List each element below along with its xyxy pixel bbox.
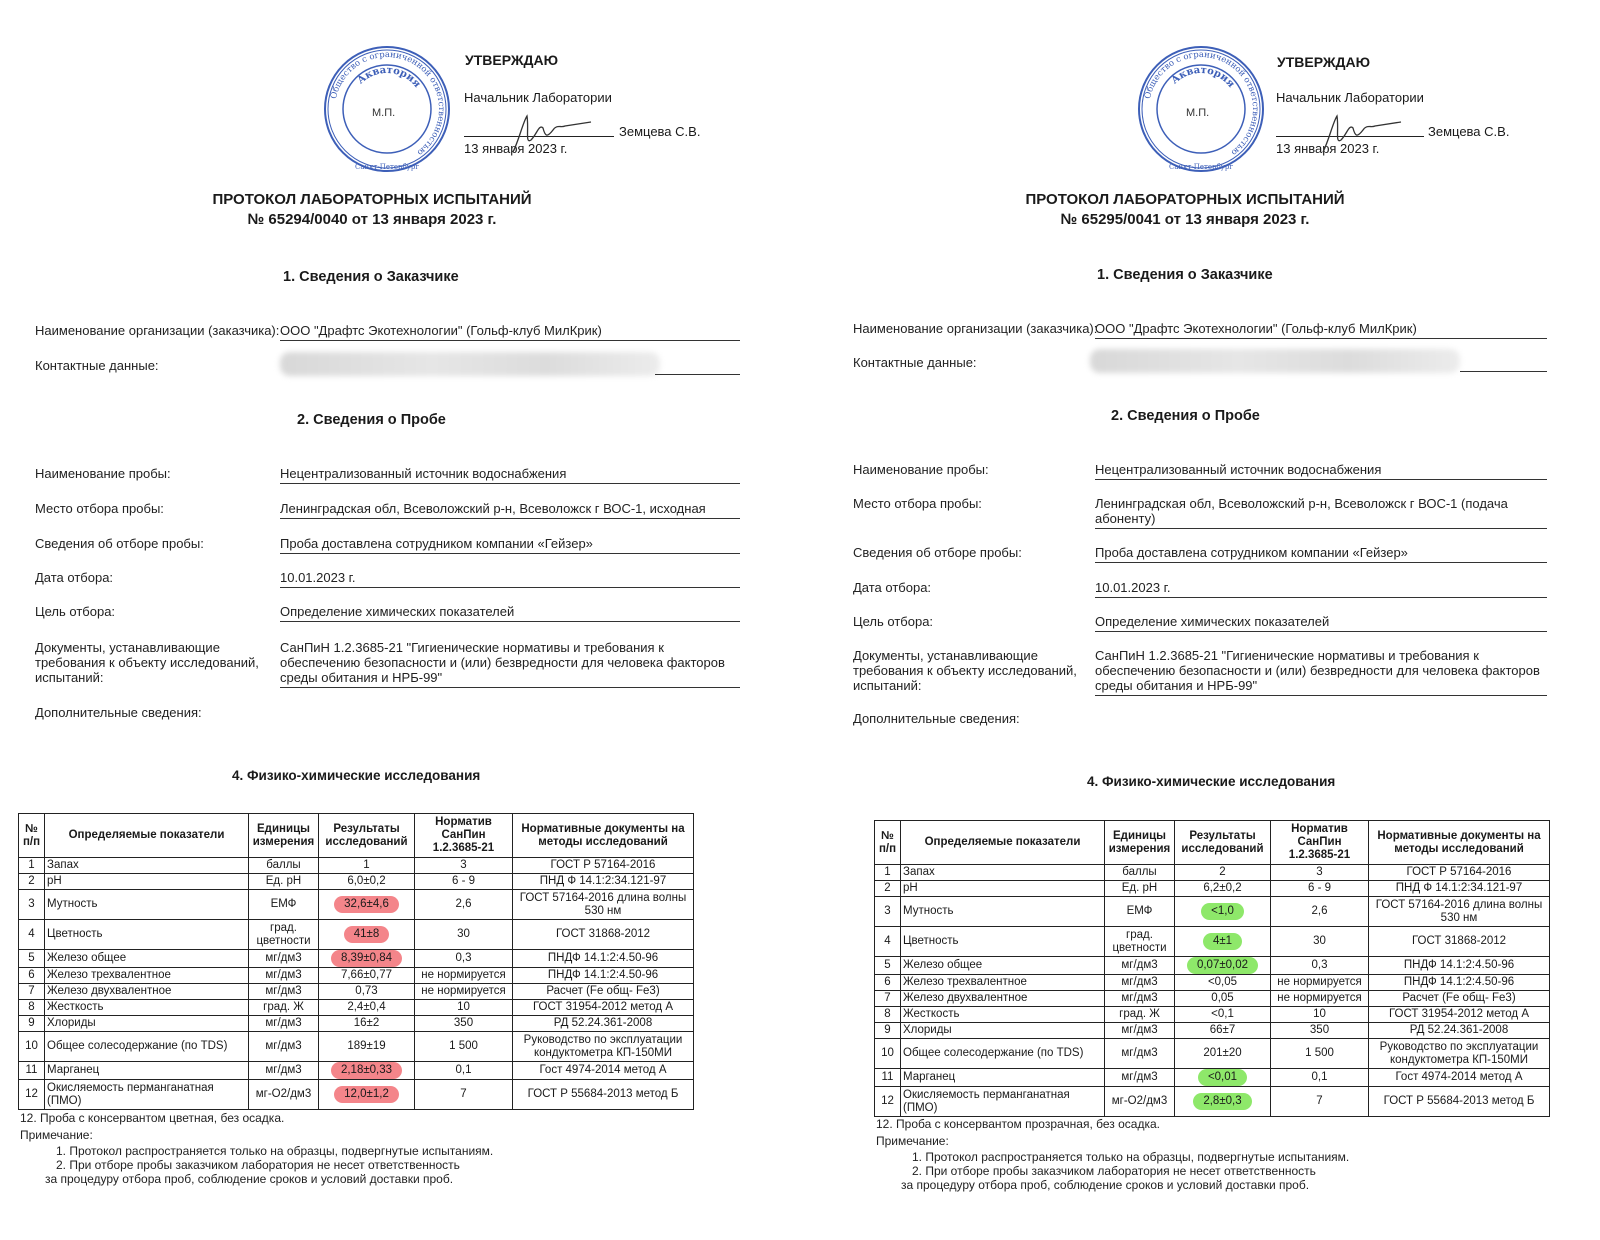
cell-norm: 350	[415, 1016, 513, 1032]
cell-unit: баллы	[249, 858, 319, 874]
cell-norm: 6 - 9	[1271, 881, 1369, 897]
table-row	[875, 975, 1550, 991]
cell-unit: ЕМФ	[249, 890, 319, 920]
cell-result	[1175, 957, 1271, 975]
handwritten-signature	[505, 110, 595, 158]
cell-unit: мг/дм3	[249, 950, 319, 968]
cell-indicator: Железо общее	[45, 950, 249, 968]
cell-number: 6	[875, 975, 901, 991]
cell-indicator: Жесткость	[45, 1000, 249, 1016]
result-highlight-ok: <0,01	[1198, 1069, 1247, 1086]
sample-name-label: Наименование пробы:	[853, 462, 989, 477]
cell-norm: 3	[1271, 865, 1369, 881]
cell-norm: 3	[415, 858, 513, 874]
cell-method-doc: Гост 4974-2014 метод А	[513, 1062, 694, 1080]
cell-result: <0,1	[1175, 1007, 1271, 1023]
stamp-seal	[322, 44, 452, 174]
table-row	[19, 874, 694, 890]
cell-method-doc: ПНДФ 14.1:2:4.50-96	[1369, 975, 1550, 991]
svg-text:Акватория: Акватория	[355, 64, 423, 90]
cell-indicator: Запах	[45, 858, 249, 874]
cell-number: 3	[19, 890, 45, 920]
table-row	[875, 1007, 1550, 1023]
cell-indicator: Мутность	[45, 890, 249, 920]
cell-indicator: Хлориды	[45, 1016, 249, 1032]
note-item-2: 2. При отборе пробы заказчиком лаборатория не несет ответственность	[56, 1158, 460, 1172]
sampling-purpose-label: Цель отбора:	[853, 614, 934, 629]
cell-number: 8	[875, 1007, 901, 1023]
cell-indicator: Общее солесодержание (по TDS)	[901, 1039, 1105, 1069]
cell-number: 8	[19, 1000, 45, 1016]
cell-norm: 0,3	[415, 950, 513, 968]
cell-norm: 0,1	[1271, 1069, 1369, 1087]
cell-norm: 7	[1271, 1087, 1369, 1117]
cell-indicator: Железо двухвалентное	[901, 991, 1105, 1007]
table-row	[19, 1062, 694, 1080]
cell-indicator: Марганец	[45, 1062, 249, 1080]
cell-result: 2	[1175, 865, 1271, 881]
sampling-date-label: Дата отбора:	[35, 570, 114, 585]
requirements-docs-label: Документы, устанавливающие требования к объекту исследований, испытаний:	[853, 648, 1077, 693]
table-row	[19, 950, 694, 968]
cell-number: 9	[19, 1016, 45, 1032]
approve-title: УТВЕРЖДАЮ	[1277, 54, 1371, 70]
protocol-number: № 65295/0041 от 13 января 2023 г.	[1060, 211, 1310, 228]
cell-method-doc: Расчет (Fe общ- Fe3)	[1369, 991, 1550, 1007]
cell-result: 201±20	[1175, 1039, 1271, 1069]
table-row	[875, 927, 1550, 957]
cell-norm: не нормируется	[1271, 975, 1369, 991]
org-value: ООО "Драфтс Экотехнологии" (Гольф-клуб МилКрик)	[1095, 321, 1547, 339]
additional-info-label: Дополнительные сведения:	[853, 711, 1020, 726]
col-header-indicator: Определяемые показатели	[901, 821, 1105, 865]
cell-norm: 2,6	[415, 890, 513, 920]
note-item-2-cont: за процедуру отбора проб, соблюдение сроков и условий доставки проб.	[901, 1178, 1310, 1192]
protocol-document-right	[800, 0, 1600, 1240]
cell-unit: мг/дм3	[1105, 1039, 1175, 1069]
svg-text:Общество с ограниченной ответс: Общество с ограниченной ответственностью	[329, 49, 447, 158]
cell-result: 6,0±0,2	[319, 874, 415, 890]
table-row	[19, 984, 694, 1000]
result-highlight-ok: 2,8±0,3	[1193, 1093, 1251, 1110]
cell-method-doc: ГОСТ 31868-2012	[513, 920, 694, 950]
cell-method-doc: Руководство по эксплуатации кондуктометра КП-150МИ	[513, 1032, 694, 1062]
section-physchem-title: 4. Физико-химические исследования	[1087, 774, 1336, 789]
col-header-result: Результаты исследований	[319, 814, 415, 858]
cell-result	[319, 950, 415, 968]
cell-result: 16±2	[319, 1016, 415, 1032]
cell-unit: град. Ж	[1105, 1007, 1175, 1023]
cell-number: 7	[19, 984, 45, 1000]
cell-norm: не нормируется	[415, 984, 513, 1000]
sampling-purpose-value: Определение химических показателей	[280, 604, 740, 622]
cell-result: 0,73	[319, 984, 415, 1000]
cell-indicator: pH	[901, 881, 1105, 897]
cell-method-doc: РД 52.24.361-2008	[513, 1016, 694, 1032]
table-row	[19, 1080, 694, 1110]
cell-unit: Ед. pH	[1105, 881, 1175, 897]
cell-method-doc: ГОСТ 31954-2012 метод А	[513, 1000, 694, 1016]
cell-number: 7	[875, 991, 901, 1007]
cell-result	[319, 1080, 415, 1110]
svg-text:Санкт-Петербург: Санкт-Петербург	[354, 163, 420, 171]
approve-date: 13 января 2023 г.	[464, 141, 568, 156]
cell-method-doc: Гост 4974-2014 метод А	[1369, 1069, 1550, 1087]
cell-indicator: Железо трехвалентное	[45, 968, 249, 984]
cell-result: 6,2±0,2	[1175, 881, 1271, 897]
cell-indicator: Цветность	[45, 920, 249, 950]
cell-method-doc: ПНДФ 14.1:2:4.50-96	[1369, 957, 1550, 975]
table-row	[19, 858, 694, 874]
sampling-info-label: Сведения об отборе пробы:	[35, 536, 204, 551]
cell-number: 1	[19, 858, 45, 874]
cell-indicator: Мутность	[901, 897, 1105, 927]
cell-norm: 10	[415, 1000, 513, 1016]
cell-unit: мг/дм3	[249, 984, 319, 1000]
sample-note: 12. Проба с консервантом цветная, без осадка.	[20, 1111, 285, 1125]
result-highlight-exceeded: 32,6±4,6	[334, 896, 399, 913]
contact-underline	[1460, 371, 1547, 372]
result-highlight-ok: <1,0	[1201, 903, 1244, 920]
sampling-info-label: Сведения об отборе пробы:	[853, 545, 1022, 560]
sampling-date-value: 10.01.2023 г.	[280, 570, 740, 588]
requirements-docs-value: СанПиН 1.2.3685-21 "Гигиенические нормативы и требования к обеспечению безопасности и (или) безвредности для человека факторов среды обитания и НРБ-99"	[1095, 648, 1547, 696]
result-highlight-ok: 0,07±0,02	[1187, 957, 1258, 974]
cell-method-doc: ГОСТ 31954-2012 метод А	[1369, 1007, 1550, 1023]
cell-method-doc: ГОСТ 31868-2012	[1369, 927, 1550, 957]
section-sample-title: 2. Сведения о Пробе	[1111, 408, 1260, 424]
stamp-seal	[1136, 44, 1266, 174]
cell-result	[1175, 897, 1271, 927]
contact-underline	[655, 374, 740, 375]
cell-method-doc: ПНДФ 14.1:2:4.50-96	[513, 950, 694, 968]
cell-number: 10	[875, 1039, 901, 1069]
result-highlight-ok: 4±1	[1203, 933, 1242, 950]
col-header-method-doc: Нормативные документы на методы исследований	[1369, 821, 1550, 865]
table-row	[19, 1000, 694, 1016]
sample-name-value: Нецентрализованный источник водоснабжения	[1095, 462, 1547, 480]
section-customer-title: 1. Сведения о Заказчике	[283, 269, 459, 285]
sample-place-value: Ленинградская обл, Всеволожский р-н, Всеволожск г ВОС-1, исходная	[280, 501, 740, 519]
table-row	[875, 1069, 1550, 1087]
cell-method-doc: ПНД Ф 14.1:2:34.121-97	[1369, 881, 1550, 897]
table-row	[875, 957, 1550, 975]
result-highlight-exceeded: 2,18±0,33	[331, 1062, 402, 1079]
contact-value-redacted	[280, 352, 660, 376]
cell-unit: мг/дм3	[249, 1016, 319, 1032]
cell-number: 3	[875, 897, 901, 927]
protocol-title-line1: ПРОТОКОЛ ЛАБОРАТОРНЫХ ИСПЫТАНИЙ	[212, 191, 532, 208]
cell-number: 6	[19, 968, 45, 984]
cell-number: 10	[19, 1032, 45, 1062]
cell-number: 4	[19, 920, 45, 950]
cell-indicator: Запах	[901, 865, 1105, 881]
col-header-unit: Единицы измерения	[1105, 821, 1175, 865]
sampling-date-label: Дата отбора:	[853, 580, 932, 595]
col-header-result: Результаты исследований	[1175, 821, 1271, 865]
requirements-docs-label: Документы, устанавливающие требования к объекту исследований, испытаний:	[35, 640, 259, 685]
table-row	[875, 1087, 1550, 1117]
col-header-norm: Норматив СанПин 1.2.3685-21	[415, 814, 513, 858]
cell-method-doc: ГОСТ Р 57164-2016	[1369, 865, 1550, 881]
sample-name-value: Нецентрализованный источник водоснабжения	[280, 466, 740, 484]
cell-method-doc: РД 52.24.361-2008	[1369, 1023, 1550, 1039]
sampling-purpose-value: Определение химических показателей	[1095, 614, 1547, 632]
cell-number: 11	[19, 1062, 45, 1080]
section-physchem-title: 4. Физико-химические исследования	[232, 768, 481, 783]
col-header-number: № п/п	[875, 821, 901, 865]
cell-indicator: Железо двухвалентное	[45, 984, 249, 1000]
col-header-indicator: Определяемые показатели	[45, 814, 249, 858]
sample-place-value: Ленинградская обл, Всеволожский р-н, Всеволожск г ВОС-1 (подача абоненту)	[1095, 496, 1547, 529]
handwritten-signature	[1315, 110, 1405, 158]
org-value: ООО "Драфтс Экотехнологии" (Гольф-клуб МилКрик)	[280, 323, 740, 341]
cell-number: 2	[875, 881, 901, 897]
org-label: Наименование организации (заказчика):	[853, 321, 1098, 336]
sampling-info-value: Проба доставлена сотрудником компании «Гейзер»	[1095, 545, 1547, 563]
result-highlight-exceeded: 12,0±1,2	[334, 1086, 399, 1103]
col-header-method-doc: Нормативные документы на методы исследований	[513, 814, 694, 858]
col-header-unit: Единицы измерения	[249, 814, 319, 858]
cell-result	[1175, 927, 1271, 957]
cell-method-doc: ПНДФ 14.1:2:4.50-96	[513, 968, 694, 984]
cell-unit: град. цветности	[249, 920, 319, 950]
cell-norm: 0,3	[1271, 957, 1369, 975]
cell-method-doc: ПНД Ф 14.1:2:34.121-97	[513, 874, 694, 890]
cell-number: 1	[875, 865, 901, 881]
table-row	[875, 1023, 1550, 1039]
sampling-info-value: Проба доставлена сотрудником компании «Гейзер»	[280, 536, 740, 554]
table-row	[875, 897, 1550, 927]
svg-text:М.П.: М.П.	[1186, 107, 1210, 119]
results-table	[874, 820, 1550, 1117]
cell-norm: 1 500	[415, 1032, 513, 1062]
cell-result: 1	[319, 858, 415, 874]
cell-number: 5	[19, 950, 45, 968]
cell-indicator: Окисляемость перманганатная (ПМО)	[45, 1080, 249, 1110]
table-row	[875, 1039, 1550, 1069]
cell-number: 12	[19, 1080, 45, 1110]
table-row	[19, 968, 694, 984]
cell-result: 189±19	[319, 1032, 415, 1062]
cell-norm: не нормируется	[1271, 991, 1369, 1007]
cell-unit: град. Ж	[249, 1000, 319, 1016]
cell-result: <0,05	[1175, 975, 1271, 991]
approve-position: Начальник Лаборатории	[1276, 90, 1424, 105]
signer-name: Земцева С.В.	[1428, 124, 1510, 139]
cell-result	[319, 920, 415, 950]
cell-indicator: Жесткость	[901, 1007, 1105, 1023]
col-header-number: № п/п	[19, 814, 45, 858]
cell-result: 7,66±0,77	[319, 968, 415, 984]
cell-unit: мг-О2/дм3	[249, 1080, 319, 1110]
approve-date: 13 января 2023 г.	[1276, 141, 1380, 156]
cell-norm: 30	[1271, 927, 1369, 957]
protocol-title-line1: ПРОТОКОЛ ЛАБОРАТОРНЫХ ИСПЫТАНИЙ	[1025, 191, 1345, 208]
cell-unit: мг/дм3	[1105, 1069, 1175, 1087]
note-title: Примечание:	[876, 1134, 949, 1148]
requirements-docs-value: СанПиН 1.2.3685-21 "Гигиенические нормативы и требования к обеспечению безопасности и (или) безвредности для человека факторов среды обитания и НРБ-99"	[280, 640, 740, 688]
cell-unit: мг/дм3	[249, 1032, 319, 1062]
cell-unit: мг/дм3	[249, 1062, 319, 1080]
cell-unit: мг/дм3	[1105, 1023, 1175, 1039]
section-sample-title: 2. Сведения о Пробе	[297, 412, 446, 428]
svg-text:Санкт-Петербург: Санкт-Петербург	[1168, 163, 1234, 171]
cell-norm: 7	[415, 1080, 513, 1110]
sampling-purpose-label: Цель отбора:	[35, 604, 116, 619]
note-item-1: 1. Протокол распространяется только на образцы, подвергнутые испытаниям.	[56, 1144, 494, 1158]
cell-method-doc: ГОСТ 57164-2016 длина волны 530 нм	[1369, 897, 1550, 927]
sample-name-label: Наименование пробы:	[35, 466, 171, 481]
sampling-date-value: 10.01.2023 г.	[1095, 580, 1547, 598]
cell-result: 0,05	[1175, 991, 1271, 1007]
cell-unit: мг/дм3	[249, 968, 319, 984]
cell-indicator: Марганец	[901, 1069, 1105, 1087]
org-label: Наименование организации (заказчика):	[35, 323, 280, 338]
signer-name: Земцева С.В.	[619, 124, 701, 139]
cell-norm: не нормируется	[415, 968, 513, 984]
contact-label: Контактные данные:	[853, 355, 977, 370]
cell-number: 9	[875, 1023, 901, 1039]
cell-unit: град. цветности	[1105, 927, 1175, 957]
cell-number: 2	[19, 874, 45, 890]
approve-position: Начальник Лаборатории	[464, 90, 612, 105]
sample-place-label: Место отбора пробы:	[853, 496, 982, 511]
table-row	[19, 1016, 694, 1032]
cell-number: 12	[875, 1087, 901, 1117]
cell-result: 2,4±0,4	[319, 1000, 415, 1016]
svg-text:М.П.: М.П.	[372, 107, 396, 119]
protocol-title	[965, 190, 1405, 230]
col-header-norm: Норматив СанПин 1.2.3685-21	[1271, 821, 1369, 865]
cell-number: 4	[875, 927, 901, 957]
contact-value-redacted	[1090, 349, 1460, 373]
cell-unit: ЕМФ	[1105, 897, 1175, 927]
protocol-title	[152, 190, 592, 230]
protocol-number: № 65294/0040 от 13 января 2023 г.	[247, 211, 497, 228]
table-row	[19, 890, 694, 920]
cell-unit: Ед. pH	[249, 874, 319, 890]
cell-method-doc: ГОСТ 57164-2016 длина волны 530 нм	[513, 890, 694, 920]
result-highlight-exceeded: 8,39±0,84	[331, 950, 402, 967]
cell-number: 5	[875, 957, 901, 975]
cell-indicator: Железо общее	[901, 957, 1105, 975]
cell-norm: 2,6	[1271, 897, 1369, 927]
results-table	[18, 813, 694, 1110]
additional-info-label: Дополнительные сведения:	[35, 705, 202, 720]
cell-unit: мг-О2/дм3	[1105, 1087, 1175, 1117]
cell-method-doc: ГОСТ Р 57164-2016	[513, 858, 694, 874]
cell-norm: 6 - 9	[415, 874, 513, 890]
cell-indicator: Окисляемость перманганатная (ПМО)	[901, 1087, 1105, 1117]
note-item-1: 1. Протокол распространяется только на образцы, подвергнутые испытаниям.	[912, 1150, 1350, 1164]
section-customer-title: 1. Сведения о Заказчике	[1097, 267, 1273, 283]
cell-method-doc: Руководство по эксплуатации кондуктометра КП-150МИ	[1369, 1039, 1550, 1069]
cell-norm: 30	[415, 920, 513, 950]
contact-label: Контактные данные:	[35, 358, 159, 373]
table-row	[875, 881, 1550, 897]
cell-unit: мг/дм3	[1105, 975, 1175, 991]
cell-indicator: Железо трехвалентное	[901, 975, 1105, 991]
approve-title: УТВЕРЖДАЮ	[465, 52, 559, 68]
sample-note: 12. Проба с консервантом прозрачная, без осадка.	[876, 1117, 1160, 1131]
cell-result: 66±7	[1175, 1023, 1271, 1039]
cell-indicator: Цветность	[901, 927, 1105, 957]
cell-unit: мг/дм3	[1105, 991, 1175, 1007]
table-row	[875, 991, 1550, 1007]
cell-method-doc: Расчет (Fe общ- Fe3)	[513, 984, 694, 1000]
cell-result	[1175, 1087, 1271, 1117]
cell-norm: 0,1	[415, 1062, 513, 1080]
cell-norm: 1 500	[1271, 1039, 1369, 1069]
cell-method-doc: ГОСТ Р 55684-2013 метод Б	[1369, 1087, 1550, 1117]
table-row	[19, 1032, 694, 1062]
note-item-2: 2. При отборе пробы заказчиком лаборатория не несет ответственность	[912, 1164, 1316, 1178]
svg-text:Акватория: Акватория	[1169, 64, 1237, 90]
cell-indicator: Хлориды	[901, 1023, 1105, 1039]
table-row	[875, 865, 1550, 881]
cell-result	[1175, 1069, 1271, 1087]
result-highlight-exceeded: 41±8	[344, 926, 390, 943]
cell-number: 11	[875, 1069, 901, 1087]
cell-norm: 10	[1271, 1007, 1369, 1023]
cell-result	[319, 1062, 415, 1080]
svg-text:Общество с ограниченной ответс: Общество с ограниченной ответственностью	[1143, 49, 1261, 158]
cell-method-doc: ГОСТ Р 55684-2013 метод Б	[513, 1080, 694, 1110]
table-row	[19, 920, 694, 950]
cell-indicator: pH	[45, 874, 249, 890]
note-title: Примечание:	[20, 1128, 93, 1142]
cell-result	[319, 890, 415, 920]
cell-indicator: Общее солесодержание (по TDS)	[45, 1032, 249, 1062]
cell-norm: 350	[1271, 1023, 1369, 1039]
cell-unit: мг/дм3	[1105, 957, 1175, 975]
sample-place-label: Место отбора пробы:	[35, 501, 164, 516]
cell-unit: баллы	[1105, 865, 1175, 881]
note-item-2-cont: за процедуру отбора проб, соблюдение сроков и условий доставки проб.	[45, 1172, 454, 1186]
